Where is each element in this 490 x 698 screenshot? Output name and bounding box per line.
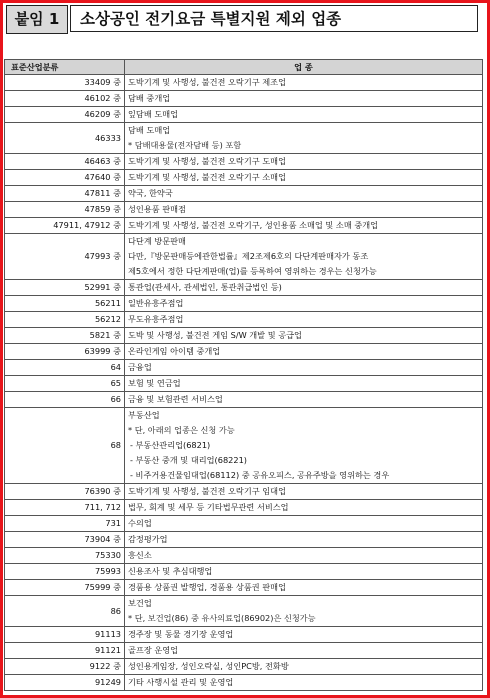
business-cell	[125, 596, 483, 627]
industry-code-cell: 47640 중	[5, 170, 125, 186]
business-line: 담배 중개업	[128, 93, 171, 103]
business-line: 제5호에서 정한 다단계판매(업)를 등록하여 영위하는 경우는 신청가능	[128, 266, 377, 276]
industry-code-cell: 63999 중	[5, 344, 125, 360]
industry-code-cell: 47993 중	[5, 234, 125, 280]
business-line: 신용조사 및 추심대행업	[128, 566, 213, 576]
industry-code-cell: 56212	[5, 312, 125, 328]
table-row	[5, 218, 483, 234]
title-row	[6, 5, 480, 34]
table-row	[5, 516, 483, 532]
business-cell	[125, 408, 483, 484]
industry-code-cell: 5821 중	[5, 328, 125, 344]
business-line: 금융 및 보험관련 서비스업	[128, 394, 223, 404]
business-line: 보건업	[128, 598, 152, 608]
table-row	[5, 548, 483, 564]
business-cell	[125, 580, 483, 596]
table-row	[5, 376, 483, 392]
business-line: 금융업	[128, 362, 152, 372]
table-row	[5, 280, 483, 296]
column-header-code: 표준산업분류	[5, 60, 125, 75]
industry-code-cell: 64	[5, 360, 125, 376]
business-line: 흥신소	[128, 550, 152, 560]
industry-code-cell: 76390 중	[5, 484, 125, 500]
industry-code-cell: 47911, 47912 중	[5, 218, 125, 234]
industry-code-cell: 75330	[5, 548, 125, 564]
business-line: 도박기계 및 사행성, 불건전 오락기구, 성인용품 소매업 및 소매 중개업	[128, 220, 379, 230]
business-line: 도박기계 및 사행성, 불건전 오락기구 임대업	[128, 486, 286, 496]
business-line: 도박기계 및 사행성, 불건전 오락기구 제조업	[128, 77, 286, 87]
business-cell	[125, 91, 483, 107]
business-line: 수의업	[128, 518, 152, 528]
business-cell	[125, 516, 483, 532]
table-row	[5, 123, 483, 154]
page-title: 소상공인 전기요금 특별지원 제외 업종	[70, 5, 478, 32]
table-row	[5, 408, 483, 484]
business-line: * 단, 아래의 업종은 신청 가능	[128, 425, 235, 435]
table-row	[5, 186, 483, 202]
business-line: 온라인게임 아이템 중개업	[128, 346, 221, 356]
business-cell	[125, 186, 483, 202]
business-line: 통관업(관세사, 관세법인, 통관취급법인 등)	[128, 282, 282, 292]
business-cell	[125, 296, 483, 312]
industry-code-cell: 33409 중	[5, 75, 125, 91]
business-cell	[125, 484, 483, 500]
business-line: 법무, 회계 및 세무 등 기타법무관련 서비스업	[128, 502, 289, 512]
business-cell	[125, 548, 483, 564]
industry-code-cell: 47811 중	[5, 186, 125, 202]
industry-code-cell: 91121	[5, 643, 125, 659]
business-cell	[125, 170, 483, 186]
table-row	[5, 532, 483, 548]
business-cell	[125, 312, 483, 328]
business-cell	[125, 675, 483, 691]
table-header-row	[5, 60, 483, 75]
business-cell	[125, 564, 483, 580]
excluded-industries-table	[4, 59, 483, 691]
business-line: 경품용 상품권 발행업, 경품용 상품권 판매업	[128, 582, 286, 592]
business-cell	[125, 234, 483, 280]
business-line: 일반유흥주점업	[128, 298, 184, 308]
table-row	[5, 344, 483, 360]
column-header-business: 업 종	[125, 60, 483, 75]
business-line: 무도유흥주점업	[128, 314, 184, 324]
industry-code-cell: 47859 중	[5, 202, 125, 218]
table-row	[5, 170, 483, 186]
business-line: 도박기계 및 사행성, 불건전 오락기구 소매업	[128, 172, 286, 182]
table-row	[5, 312, 483, 328]
industry-code-cell: 46209 중	[5, 107, 125, 123]
business-line: 경주장 및 동물 경기장 운영업	[128, 629, 234, 639]
industry-code-cell: 56211	[5, 296, 125, 312]
business-cell	[125, 154, 483, 170]
business-cell	[125, 280, 483, 296]
business-cell	[125, 500, 483, 516]
table-row	[5, 564, 483, 580]
industry-code-cell: 75993	[5, 564, 125, 580]
business-line: 잎담배 도매업	[128, 109, 179, 119]
business-cell	[125, 75, 483, 91]
table-row	[5, 154, 483, 170]
table-row	[5, 107, 483, 123]
business-cell	[125, 202, 483, 218]
table-row	[5, 484, 483, 500]
business-line: 도박기계 및 사행성, 불건전 오락기구 도매업	[128, 156, 286, 166]
industry-code-cell: 91113	[5, 627, 125, 643]
business-line: * 담배대용물(전자담배 등) 포함	[128, 140, 242, 150]
business-cell	[125, 659, 483, 675]
business-line: 골프장 운영업	[128, 645, 179, 655]
table-row	[5, 328, 483, 344]
industry-code-cell: 75999 중	[5, 580, 125, 596]
business-line: 기타 사행시설 관리 및 운영업	[128, 677, 234, 687]
table-row	[5, 296, 483, 312]
business-cell	[125, 218, 483, 234]
business-line: 다만,『방문판매등에관한법률』제2조제6호의 다단계판매자가 동조	[128, 251, 369, 261]
table-row	[5, 659, 483, 675]
table-row	[5, 360, 483, 376]
table-row	[5, 627, 483, 643]
business-cell	[125, 328, 483, 344]
industry-code-cell: 46463 중	[5, 154, 125, 170]
attachment-badge: 붙임 1	[6, 5, 68, 34]
industry-code-cell: 731	[5, 516, 125, 532]
industry-code-cell: 9122 중	[5, 659, 125, 675]
business-line: 성인용게임장, 성인오락실, 성인PC방, 전화방	[128, 661, 289, 671]
business-line: - 부동산 중개 및 대리업(68221)	[130, 455, 247, 465]
business-cell	[125, 376, 483, 392]
business-line: - 부동산관리업(6821)	[130, 440, 211, 450]
table-row	[5, 596, 483, 627]
business-line: 담배 도매업	[128, 125, 171, 135]
table-row	[5, 500, 483, 516]
industry-code-cell: 66	[5, 392, 125, 408]
industry-code-cell: 65	[5, 376, 125, 392]
business-line: 성인용품 판매점	[128, 204, 186, 214]
business-line: 다단계 방문판매	[128, 236, 186, 246]
industry-code-cell: 46102 중	[5, 91, 125, 107]
industry-code-cell: 73904 중	[5, 532, 125, 548]
business-cell	[125, 123, 483, 154]
industry-code-cell: 68	[5, 408, 125, 484]
business-cell	[125, 344, 483, 360]
business-cell	[125, 107, 483, 123]
table-row	[5, 580, 483, 596]
table-row	[5, 392, 483, 408]
industry-code-cell: 46333	[5, 123, 125, 154]
business-line: 보험 및 연금업	[128, 378, 181, 388]
business-cell	[125, 360, 483, 376]
business-cell	[125, 643, 483, 659]
table-row	[5, 75, 483, 91]
table-body	[5, 75, 483, 691]
industry-code-cell: 52991 중	[5, 280, 125, 296]
business-line: * 단, 보건업(86) 중 유사의료업(86902)은 신청가능	[128, 613, 316, 623]
business-line: 약국, 한약국	[128, 188, 173, 198]
industry-code-cell: 711, 712	[5, 500, 125, 516]
industry-code-cell: 86	[5, 596, 125, 627]
business-line: - 비주거용건물임대업(68112) 중 공유오피스, 공유주방을 영위하는 경우	[130, 470, 390, 480]
table-row	[5, 234, 483, 280]
business-line: 부동산업	[128, 410, 160, 420]
business-line: 감정평가업	[128, 534, 168, 544]
business-cell	[125, 532, 483, 548]
table-row	[5, 675, 483, 691]
table-row	[5, 202, 483, 218]
table-row	[5, 643, 483, 659]
table-row	[5, 91, 483, 107]
industry-code-cell: 91249	[5, 675, 125, 691]
business-line: 도박 및 사행성, 불건전 게임 S/W 개발 및 공급업	[128, 330, 302, 340]
business-cell	[125, 627, 483, 643]
business-cell	[125, 392, 483, 408]
